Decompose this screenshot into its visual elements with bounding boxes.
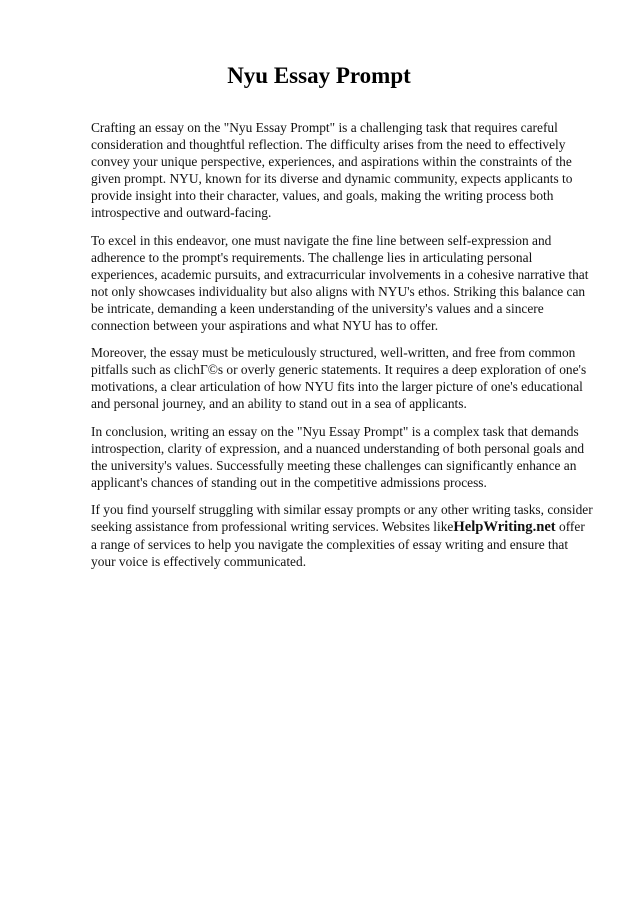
- paragraph-3: Moreover, the essay must be meticulously structured, well-written, and free from common pitfalls such as clichГ©s or overly generic statements. It requires a deep exploration of one's motivations, a clear articulation of how NYU fits into the larger picture of one's educational and personal journey, and an ability to stand out in a sea of applicants.: [91, 345, 587, 412]
- paragraph-4: In conclusion, writing an essay on the "Nyu Essay Prompt" is a complex task that demands introspection, clarity of expression, and a nuanced understanding of both personal goals and the university's values. Successfully meeting these challenges can significantly enhance an applicant's chances of standing out in the competitive admissions process.: [91, 423, 585, 490]
- paragraph-2: To excel in this endeavor, one must navigate the fine line between self-expression and adherence to the prompt's requirements. The challenge lies in articulating personal experiences, academic pursuits, and extracurricular involvements in a cohesive narrative that not only showcases individuality but also aligns with NYU's ethos. Striking this balance can be intricate, demanding a keen understanding of the university's values and a sincere connection between your aspirations and what NYU has to offer.: [91, 232, 589, 334]
- paragraph-5-intro: If you find yourself struggling with similar essay prompts or any other writing tasks, consider seeking assistance from professional writing services. Websites like: [91, 501, 593, 534]
- paragraph-5: [91, 501, 593, 570]
- document-body: [91, 119, 593, 580]
- paragraph-5-outro: offer a range of services to help you navigate the complexities of essay writing and ensure that your voice is effectively communicated.: [91, 518, 585, 570]
- paragraph-1: Crafting an essay on the "Nyu Essay Prompt" is a challenging task that requires careful consideration and thoughtful reflection. The difficulty arises from the need to effectively convey your unique perspective, experiences, and aspirations within the constraints of the given prompt. NYU, known for its diverse and dynamic community, expects applicants to provide insight into their character, values, and goals, making the writing process both introspective and outward-facing.: [91, 120, 573, 221]
- page-title: Nyu Essay Prompt: [227, 63, 411, 88]
- helpwriting-link[interactable]: HelpWriting.net: [453, 518, 556, 535]
